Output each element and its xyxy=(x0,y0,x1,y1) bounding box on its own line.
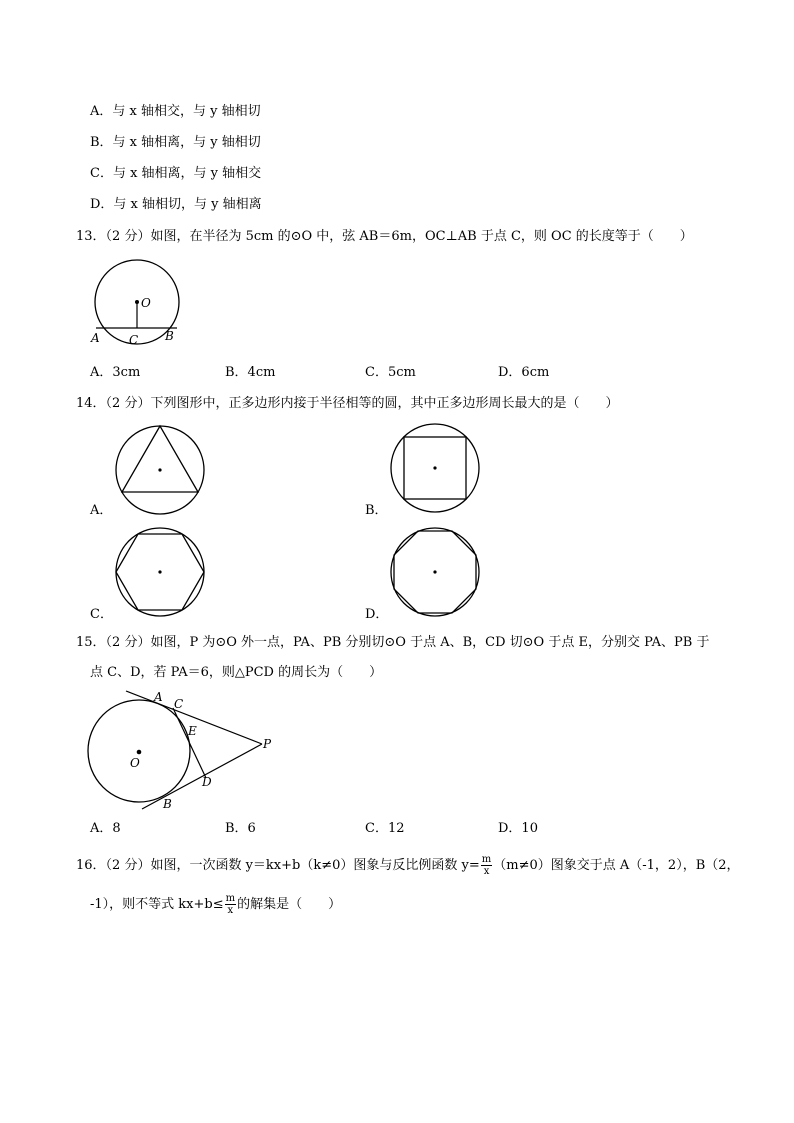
q16-line2-part2: 的解集是（ ） xyxy=(237,897,342,912)
q14-option-a: A． xyxy=(90,503,113,518)
q14-figure-triangle xyxy=(113,424,207,518)
q13-option-c: C．5cm xyxy=(365,365,416,380)
q14-figure-octagon xyxy=(388,526,482,620)
q12-option-a: A．与 x 轴相交，与 y 轴相切 xyxy=(90,104,261,119)
q12-option-d: D．与 x 轴相切，与 y 轴相离 xyxy=(90,197,262,212)
q15-option-b: B．6 xyxy=(225,821,256,836)
q13-label-c: C xyxy=(129,333,139,347)
q15-label-o: O xyxy=(130,756,140,770)
q15-label-c: C xyxy=(174,697,184,711)
q14-stem: 14．（2 分）下列图形中，正多边形内接于半径相等的圆，其中正多边形周长最大的是（ ） xyxy=(76,396,619,411)
q15-stem-line2: 点 C、D，若 PA＝6，则△PCD 的周长为（ ） xyxy=(90,665,383,680)
q13-option-d: D．6cm xyxy=(498,365,550,380)
q13-option-a: A．3cm xyxy=(90,365,141,380)
q15-stem-line1: 15．（2 分）如图，P 为⊙O 外一点，PA、PB 分别切⊙O 于点 A、B，CD 切⊙O 于点 E，分别交 PA、PB 于 xyxy=(76,635,710,650)
q13-figure xyxy=(85,258,195,350)
q13-option-b: B．4cm xyxy=(225,365,276,380)
q13-stem: 13．（2 分）如图，在半径为 5cm 的⊙O 中，弦 AB＝6m，OC⊥AB 于点 C，则 OC 的长度等于（ ） xyxy=(76,229,693,244)
q14-figure-square xyxy=(388,422,482,516)
q14-figure-hexagon xyxy=(113,526,207,620)
q14-option-c: C． xyxy=(90,607,113,622)
q15-option-a: A．8 xyxy=(90,821,121,836)
q15-label-a: A xyxy=(154,690,163,704)
q15-figure xyxy=(84,688,284,812)
q13-label-o: O xyxy=(141,296,151,310)
q16-frac-num-2: m xyxy=(225,893,236,904)
q13-label-a: A xyxy=(91,331,100,345)
q16-line2-part1: -1），则不等式 kx+b≤ xyxy=(90,897,224,912)
q14-option-b: B． xyxy=(365,503,388,518)
q16-frac-num-1: m xyxy=(481,854,492,865)
q12-option-c: C．与 x 轴相离，与 y 轴相交 xyxy=(90,166,262,181)
q15-label-b: B xyxy=(163,797,172,811)
q16-stem-line1 xyxy=(76,854,740,877)
q16-part1: 16．（2 分）如图，一次函数 y＝kx+b（k≠0）图象与反比例函数 y= xyxy=(76,858,480,873)
q12-option-b: B．与 x 轴相离，与 y 轴相切 xyxy=(90,135,261,150)
q15-label-d: D xyxy=(202,775,212,789)
q16-fraction-2 xyxy=(225,893,236,916)
q16-fraction-1 xyxy=(481,854,492,877)
q14-option-d: D． xyxy=(365,607,389,622)
q13-label-b: B xyxy=(165,329,174,343)
q15-option-d: D．10 xyxy=(498,821,538,836)
q15-label-p: P xyxy=(263,737,272,751)
q16-stem-line2 xyxy=(90,893,341,916)
q16-part2: （m≠0）图象交于点 A（-1，2），B（2， xyxy=(493,858,740,873)
q15-option-c: C．12 xyxy=(365,821,405,836)
q16-frac-den-1: x xyxy=(483,866,490,877)
q16-frac-den-2: x xyxy=(227,905,234,916)
q15-label-e: E xyxy=(188,724,197,738)
